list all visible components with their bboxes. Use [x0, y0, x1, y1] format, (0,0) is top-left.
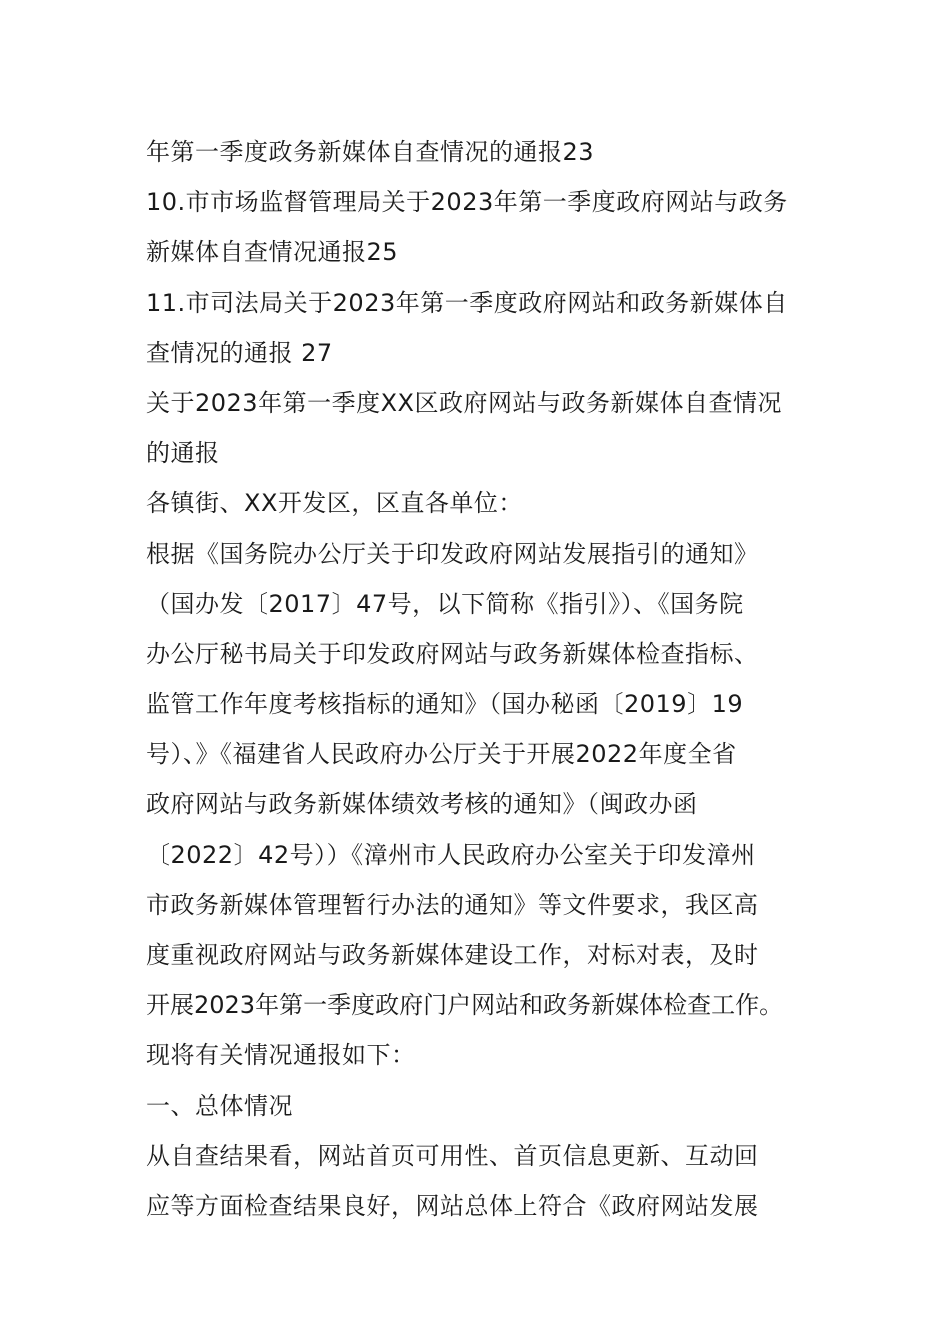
- text-line: 度重视政府网站与政务新媒体建设工作，对标对表，及时: [146, 941, 759, 969]
- text-line: 号）、》《福建省人民政府办公厅关于开展2022年度全省: [146, 740, 737, 769]
- text-line: 办公厅秘书局关于印发政府网站与政务新媒体检查指标、: [146, 639, 759, 668]
- text-line: 年第一季度政务新媒体自查情况的通报23: [146, 138, 595, 166]
- text-line: 的通报: [146, 439, 220, 468]
- text-line: 市政务新媒体管理暂行办法的通知》等文件要求，我区高: [146, 890, 759, 919]
- text-line: 根据《国务院办公厅关于印发政府网站发展指引的通知》: [146, 539, 759, 568]
- text-line: 从自查结果看，网站首页可用性、首页信息更新、互动回: [146, 1141, 759, 1170]
- text-line: 查情况的通报 27: [146, 338, 333, 367]
- text-line: 11.市司法局关于2023年第一季度政府网站和政务新媒体自: [146, 288, 788, 317]
- text-line: 政府网站与政务新媒体绩效考核的通知》（闽政办函: [146, 790, 698, 819]
- text-line: （国办发〔2017〕47号，以下简称《指引》）、《国务院: [146, 589, 744, 618]
- text-line: 应等方面检查结果良好，网站总体上符合《政府网站发展: [146, 1191, 759, 1220]
- section-heading: 一、总体情况: [146, 1091, 293, 1120]
- text-line: 现将有关情况通报如下：: [146, 1041, 416, 1070]
- text-line: 〔2022〕42号））《漳州市人民政府办公室关于印发漳州: [146, 840, 756, 869]
- text-line: 各镇街、XX开发区，区直各单位：: [146, 489, 523, 518]
- text-line: 新媒体自查情况通报25: [146, 238, 399, 267]
- document-body: [146, 127, 811, 1231]
- text-line: 开展2023年第一季度政府门户网站和政务新媒体检查工作。: [146, 991, 784, 1020]
- text-line: 监管工作年度考核指标的通知》（国办秘函〔2019〕19: [146, 690, 744, 719]
- text-line: 10.市市场监督管理局关于2023年第一季度政府网站与政务: [146, 188, 788, 217]
- text-line: 关于2023年第一季度XX区政府网站与政务新媒体自查情况: [146, 388, 782, 417]
